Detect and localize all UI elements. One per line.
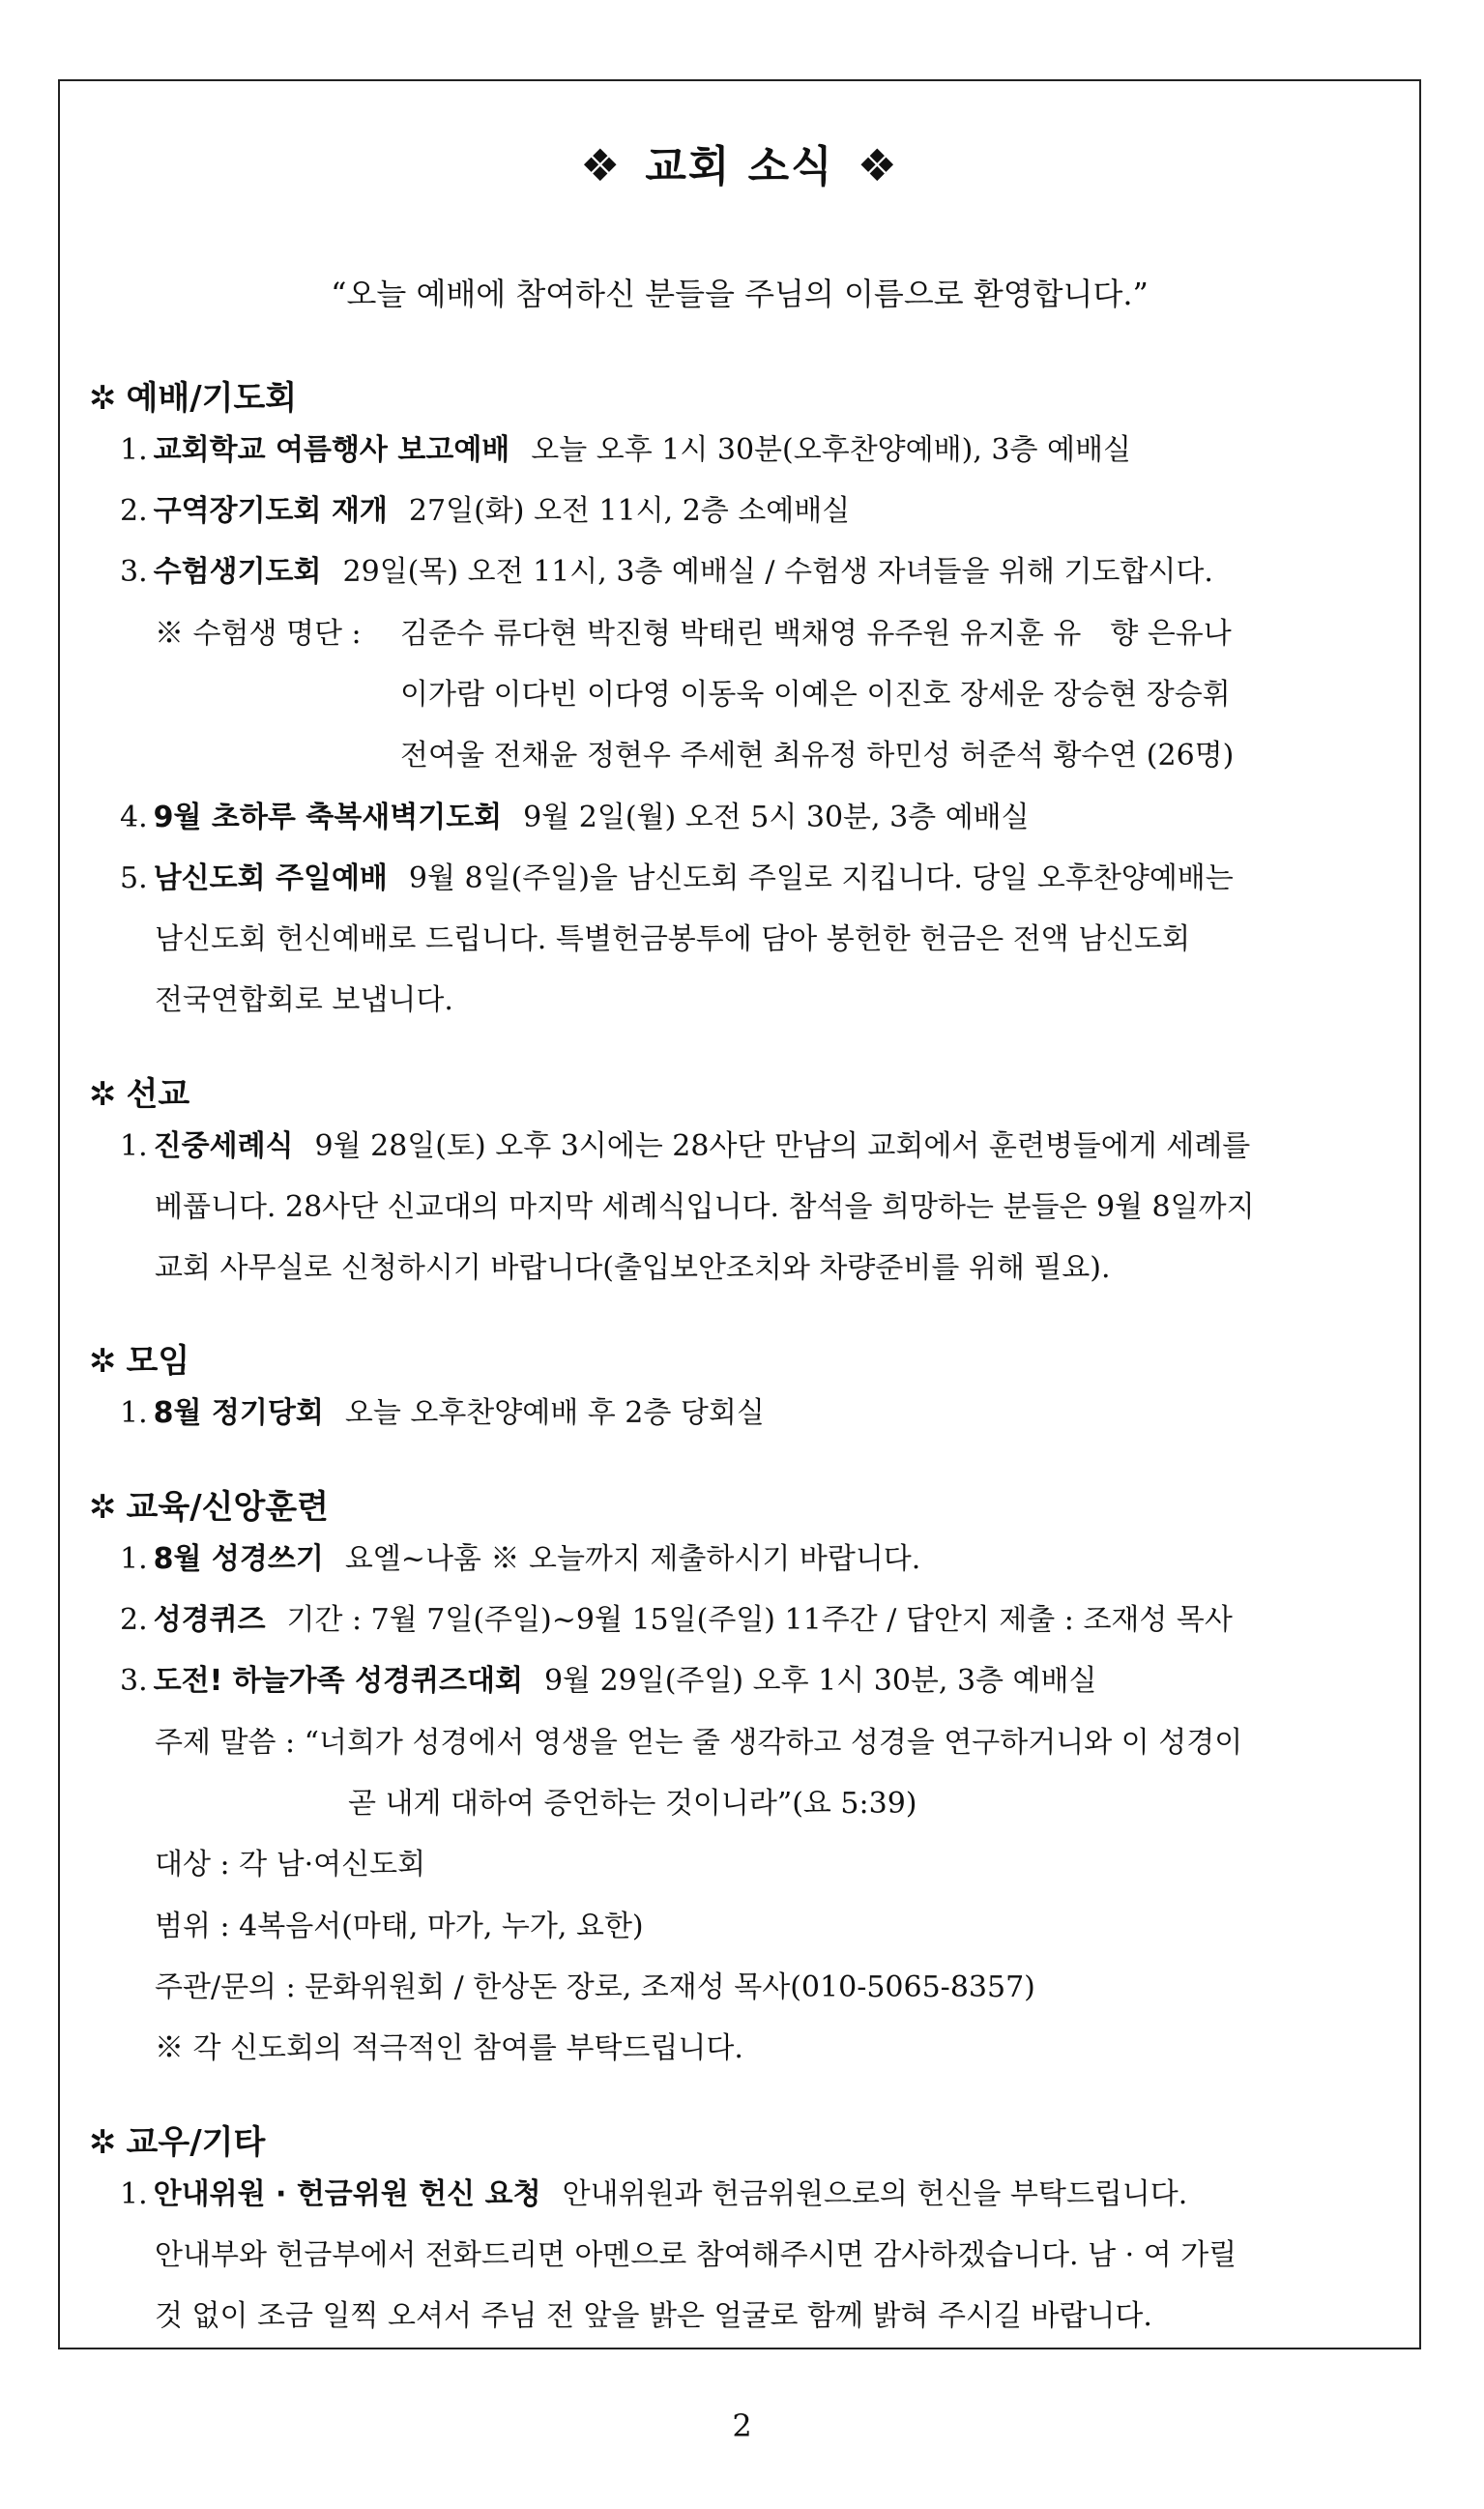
exam-names-line: 김준수 류다현 박진형 박태린 백채영 유주원 유지훈 유 향 은유나 [400, 617, 1232, 651]
list-item: 5. 남신도회 주일예배 9월 8일(주일)을 남신도회 주일로 지킵니다. 당일 오후찬양예배는 [120, 861, 1234, 895]
list-item: 1. 안내위원 · 헌금위원 헌신 요청 안내위원과 헌금위원으로의 헌신을 부탁드립니다. [120, 2177, 1188, 2211]
diamond-ornament-icon: ❖ [580, 139, 623, 191]
list-item-continuation: 안내부와 헌금부에서 전화드리면 아멘으로 참여해주시면 감사하겠습니다. 남 · 여 가릴 [155, 2238, 1237, 2272]
list-item-continuation: 남신도회 헌신예배로 드립니다. 특별헌금봉투에 담아 봉헌한 헌금은 전액 남신도회 [155, 922, 1191, 956]
list-item-continuation: 교회 사무실로 신청하시기 바랍니다(출입보안조치와 차량준비를 위해 필요). [155, 1251, 1111, 1285]
list-item-continuation: 베풉니다. 28사단 신교대의 마지막 세례식입니다. 참석을 희망하는 분들은 9월 8일까지 [155, 1190, 1255, 1224]
list-item-continuation: 것 없이 조금 일찍 오셔서 주님 전 앞을 밝은 얼굴로 함께 밝혀 주시길 바랍니다. [155, 2299, 1152, 2333]
asterisk-flower-icon: ✲ [89, 379, 117, 418]
list-item: 2. 성경퀴즈 기간 : 7월 7일(주일)~9월 15일(주일) 11주간 / 답안지 제출 : 조재성 목사 [120, 1603, 1233, 1637]
bulletin-frame [58, 79, 1421, 2349]
asterisk-flower-icon: ✲ [89, 1488, 117, 1527]
list-item: 1. 8월 성경쓰기 요엘~나훔 ※ 오늘까지 제출하시기 바랍니다. [120, 1542, 921, 1576]
list-item: 1. 8월 정기당회 오늘 오후찬양예배 후 2층 당회실 [120, 1396, 765, 1430]
page-number: 2 [732, 2407, 752, 2444]
section-heading-meeting: ✲ 모임 [89, 1342, 190, 1381]
quiz-scope: 범위 : 4복음서(마태, 마가, 누가, 요한) [155, 1910, 644, 1943]
section-heading-education: ✲ 교육/신앙훈련 [89, 1488, 329, 1527]
exam-note-label: ※ 수험생 명단 : [155, 617, 362, 651]
diamond-ornament-icon: ❖ [857, 139, 899, 191]
exam-names-line: 전여울 전채윤 정현우 주세현 최유정 하민성 허준석 황수연 (26명) [400, 739, 1235, 773]
page-title [60, 131, 1419, 193]
section-heading-fellowship: ✲ 교우/기타 [89, 2123, 266, 2162]
list-item: 1. 교회학교 여름행사 보고예배 오늘 오후 1시 30분(오후찬양예배), 3층 예배실 [120, 433, 1131, 467]
list-item: 2. 구역장기도회 재개 27일(화) 오전 11시, 2층 소예배실 [120, 494, 851, 528]
quiz-theme-verse: 주제 말씀 : “너희가 성경에서 영생을 얻는 줄 생각하고 성경을 연구하거니와 이 성경이 [155, 1726, 1243, 1760]
asterisk-flower-icon: ✲ [89, 2123, 117, 2162]
exam-names-line: 이가람 이다빈 이다영 이동욱 이예은 이진호 장세운 장승현 장승휘 [400, 678, 1231, 712]
list-item: 1. 진중세례식 9월 28일(토) 오후 3시에는 28사단 만남의 교회에서 훈련병들에게 세례를 [120, 1129, 1251, 1163]
list-item: 4. 9월 초하루 축복새벽기도회 9월 2일(월) 오전 5시 30분, 3층 예배실 [120, 801, 1030, 834]
welcome-message: “오늘 예배에 참여하신 분들을 주님의 이름으로 환영합니다.” [331, 276, 1149, 312]
list-item: 3. 수험생기도회 29일(목) 오전 11시, 3층 예배실 / 수험생 자녀들을 위해 기도합시다. [120, 555, 1213, 589]
quiz-contact: 주관/문의 : 문화위원회 / 한상돈 장로, 조재성 목사(010-5065-8357) [155, 1970, 1035, 2004]
quiz-note: ※ 각 신도회의 적극적인 참여를 부탁드립니다. [155, 2031, 743, 2065]
list-item-continuation: 전국연합회로 보냅니다. [155, 983, 453, 1017]
section-heading-worship: ✲ 예배/기도회 [89, 379, 298, 418]
asterisk-flower-icon: ✲ [89, 1342, 117, 1381]
quiz-theme-verse-cont: 곧 내게 대하여 증언하는 것이니라”(요 5:39) [348, 1787, 917, 1821]
section-heading-mission: ✲ 선교 [89, 1075, 190, 1114]
asterisk-flower-icon: ✲ [89, 1075, 117, 1114]
list-item: 3. 도전! 하늘가족 성경퀴즈대회 9월 29일(주일) 오후 1시 30분, 3층 예배실 [120, 1664, 1097, 1698]
title-text: 교회 소식 [645, 142, 834, 191]
quiz-target: 대상 : 각 남·여신도회 [155, 1848, 426, 1882]
